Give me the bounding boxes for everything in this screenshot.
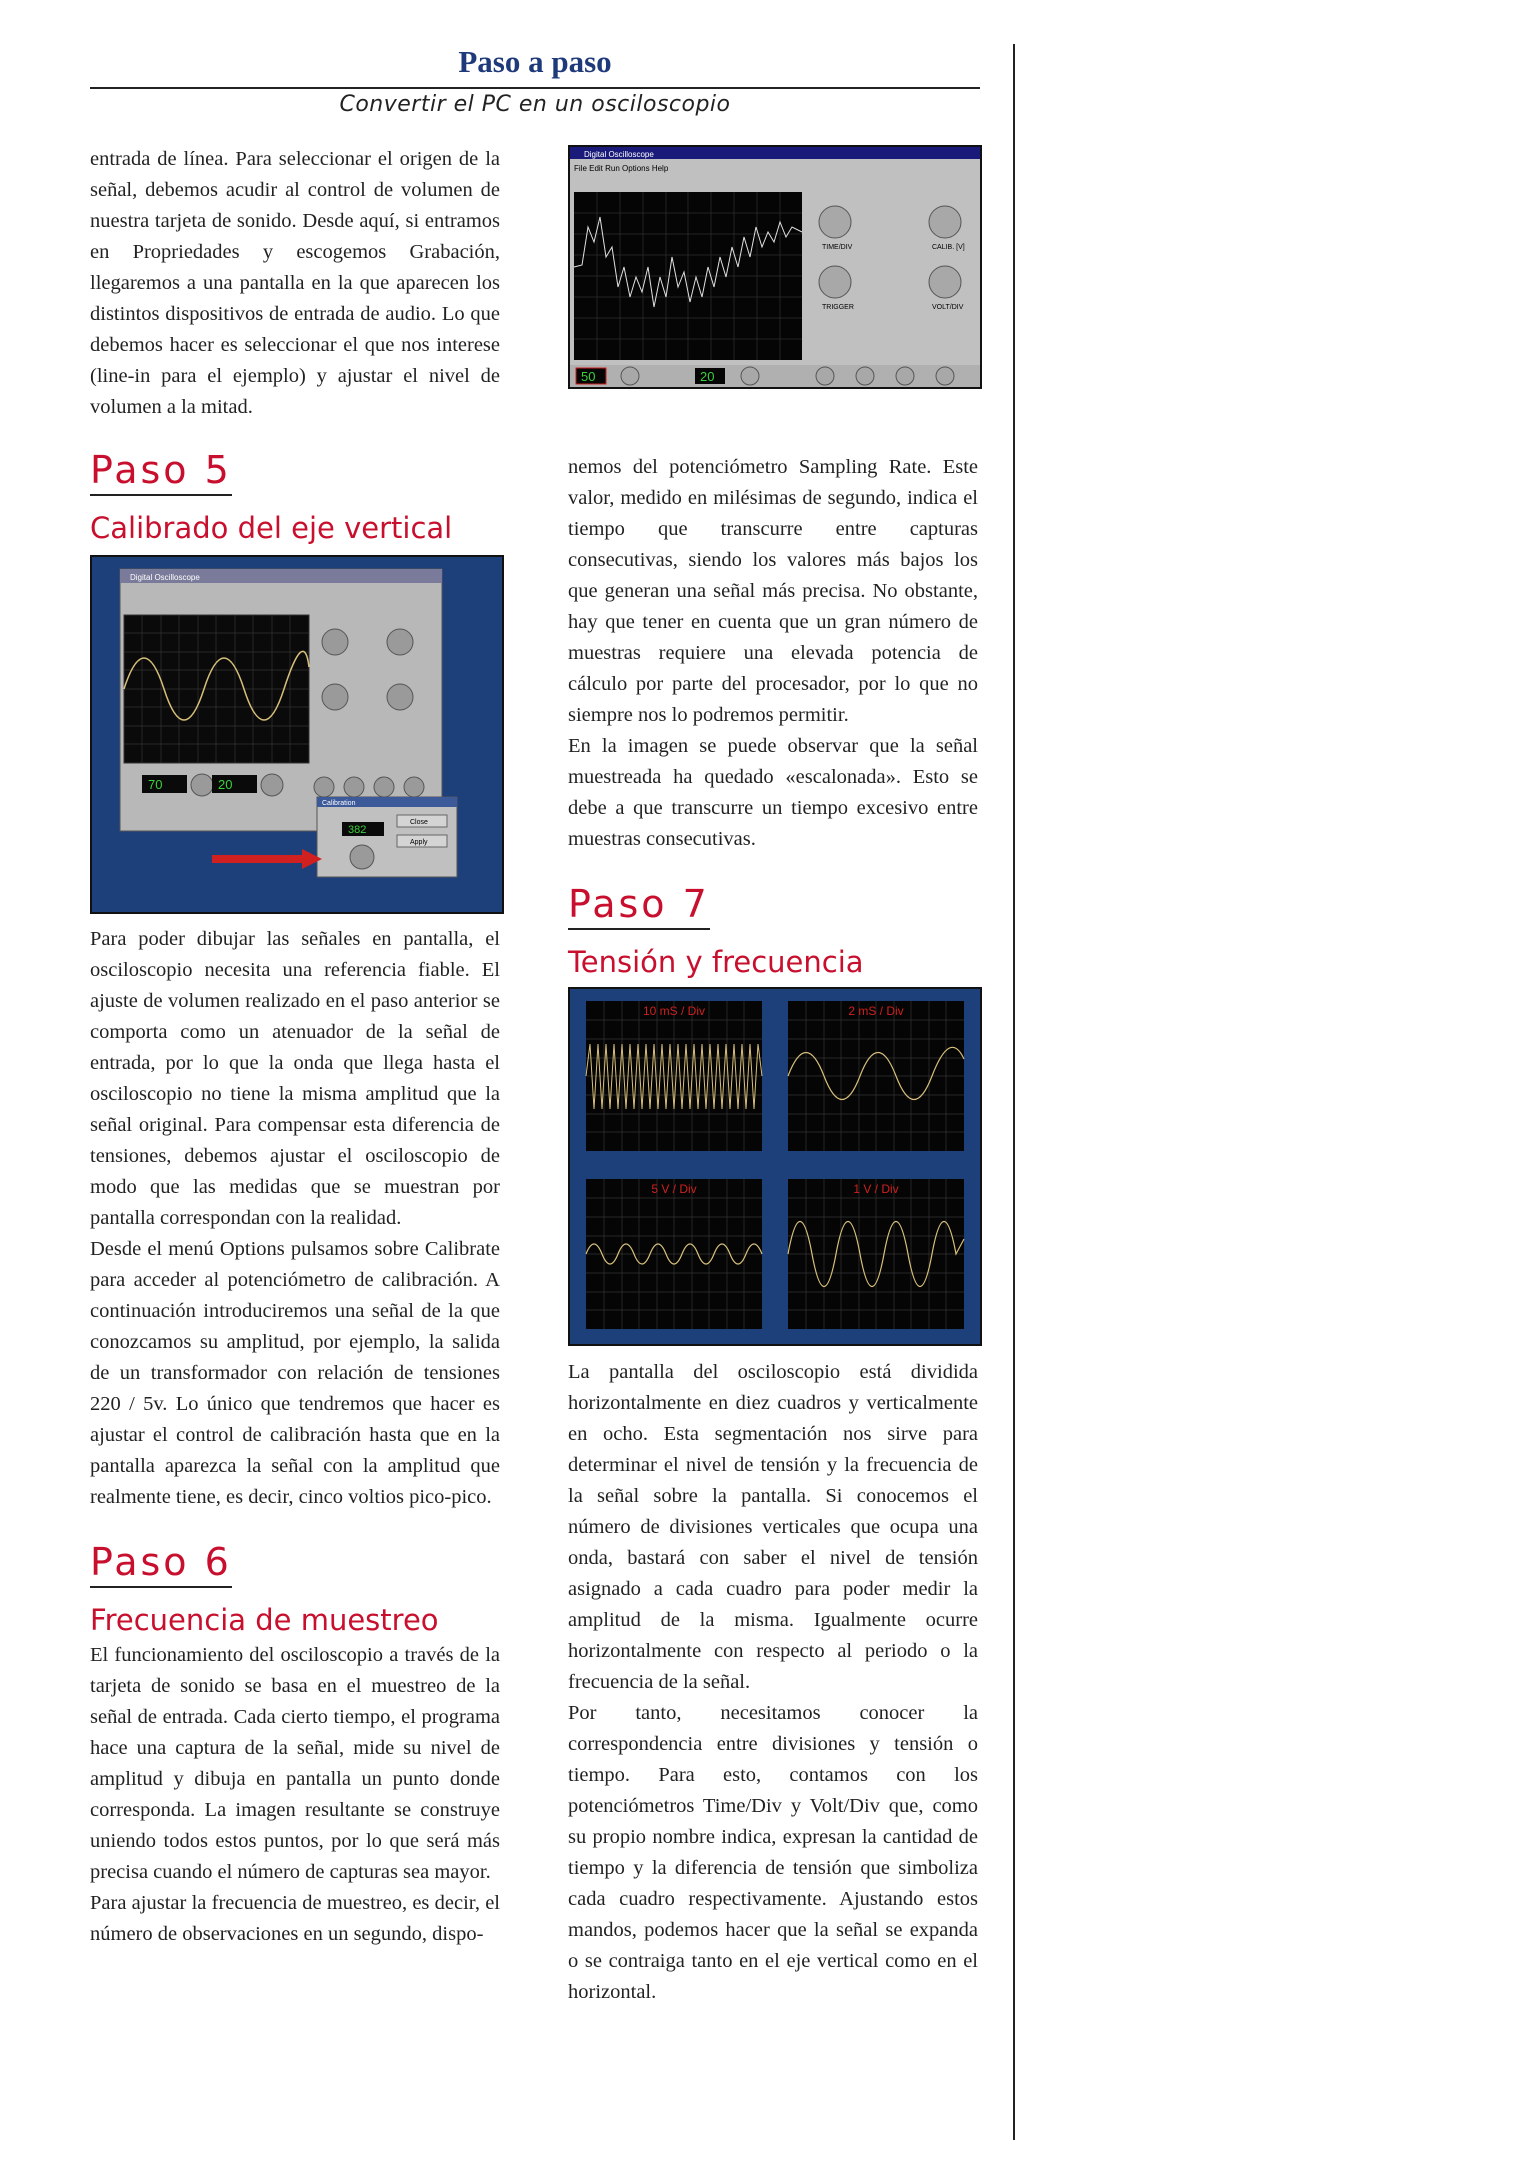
svg-text:VOLT/DIV: VOLT/DIV <box>932 304 964 311</box>
paso6-heading: Paso 6 <box>90 1540 232 1588</box>
page-header-title: Paso a paso <box>458 44 612 79</box>
svg-text:TIME/DIV: TIME/DIV <box>822 244 853 251</box>
svg-text:Close: Close <box>410 819 428 826</box>
paso5-heading: Paso 5 <box>90 448 232 496</box>
digit-display-d: 20 <box>700 369 715 384</box>
intro-paragraph: entrada de línea. Para seleccionar el origen de la señal, debemos acudir al control de volumen de nuestra tarjeta de sonido. Desde aquí, si entramos en Propriedades y escogemos Grabación, llegaremos a una pantalla en la que aparecen los distintos dispositivos de entrada de audio. Lo que debemos hacer es seleccionar el que nos interese (line-in para el ejemplo) y ajustar el nivel de volumen a la mitad. <box>90 148 500 418</box>
svg-text:CALIB. [V]: CALIB. [V] <box>932 244 965 251</box>
calibration-screenshot <box>90 555 504 914</box>
column-divider <box>1013 44 1015 2140</box>
header-rule <box>90 87 980 89</box>
svg-text:TRIGGER: TRIGGER <box>822 304 854 311</box>
scope-label-3: 5 V / Div <box>651 1182 697 1196</box>
digit-display-a: 70 <box>148 777 163 792</box>
svg-text:File Edit Run Options Help: File Edit Run Options Help <box>574 164 669 173</box>
paso7-subheading: Tensión y frecuencia <box>568 945 864 979</box>
calibration-value: 382 <box>348 824 367 836</box>
scope-label-4: 1 V / Div <box>853 1182 899 1196</box>
paso6-subheading: Frecuencia de muestreo <box>90 1603 439 1637</box>
digit-display-b: 20 <box>218 777 233 792</box>
paso6-text-col2: nemos del potenciómetro Sampling Rate. Este valor, medido en milésimas de segundo, indica el tiempo que transcurre entre capturas consecutivas, siendo los valores más bajos los que generan una señal más precisa. No obstante, hay que tener en cuenta que un gran número de muestras requiere una elevada potencia de cálculo por parte del procesador, por lo que no siempre nos lo podremos permitir. En la imagen se puede observar que la señal muestreada ha quedado «escalonada». Esto se debe a que transcurre un tiempo excesivo entre muestras consecutivas. <box>568 456 978 850</box>
scope-label-1: 10 mS / Div <box>642 1004 706 1018</box>
app-title-2: Digital Oscilloscope <box>584 150 654 159</box>
scope-panels-figure <box>568 987 982 1346</box>
paso5-subheading: Calibrado del eje vertical <box>90 511 453 545</box>
paso7-text: La pantalla del osciloscopio está dividida horizontalmente en diez cuadros y verticalmente en ocho. Esta segmentación nos sirve para determinar el nivel de tensión y la frecuencia de la señal sobre la pantalla. Si conocemos el número de divisiones verticales que ocupa una onda, bastará con saber el nivel de tensión asignado a cada cuadro para poder medir la amplitud de la misma. Igualmente ocurre horizontalmente con respecto al periodo o la frecuencia de la señal. Por tanto, necesitamos conocer la correspondencia entre divisiones y tensión o tiempo. Para esto, contamos con los potenciómetros Time/Div y Volt/Div que, como su propio nombre indica, expresan la cantidad de tiempo y la diferencia de tensión que simboliza cada cuadro respectivamente. Ajustando estos mandos, podemos hacer que la señal se expanda o se contraiga tanto en el eje vertical como en el horizontal. <box>568 1361 978 2003</box>
paso5-text: Para poder dibujar las señales en pantalla, el osciloscopio necesita una referencia fiable. El ajuste de volumen realizado en el paso anterior se comporta como un atenuador de la señal de entrada, por lo que la onda que llega hasta el osciloscopio no tiene la misma amplitud que la señal original. Para compensar esta diferencia de tensiones, debemos ajustar el osciloscopio de modo que las medidas que se muestran por pantalla correspondan con la realidad. Desde el menú Options pulsamos sobre Calibrate para acceder al potenciómetro de calibración. A continuación introduciremos una señal de la que conozcamos su amplitud, por ejemplo, la salida de un transformador con relación de tensiones 220 / 5v. Lo único que tendremos que hacer es ajustar el control de calibración hasta que en la pantalla aparezca la señal con la amplitud que realmente tiene, es decir, cinco voltios pico-pico. <box>90 928 500 1508</box>
svg-text:Apply: Apply <box>410 839 428 846</box>
paso6-text-col1: El funcionamiento del osciloscopio a través de la tarjeta de sonido se basa en el muestreo de la señal de entrada. Cada cierto tiempo, el programa hace una captura de la señal, mide su nivel de amplitud y dibuja en pantalla un punto donde corresponda. La imagen resultante se construye uniendo todos estos puntos, por lo que será más precisa cuando el número de capturas sea mayor. Para ajustar la frecuencia de muestreo, es decir, el número de observaciones en un segundo, dispo- <box>90 1644 500 1945</box>
svg-text:Calibration: Calibration <box>322 800 356 807</box>
digit-display-c: 50 <box>581 369 596 384</box>
app-title: Digital Oscilloscope <box>130 573 200 582</box>
paso7-heading: Paso 7 <box>568 882 710 930</box>
page-header-subtitle: Convertir el PC en un osciloscopio <box>339 92 731 117</box>
scope-label-2: 2 mS / Div <box>848 1004 904 1018</box>
oscilloscope-screenshot <box>568 145 982 389</box>
